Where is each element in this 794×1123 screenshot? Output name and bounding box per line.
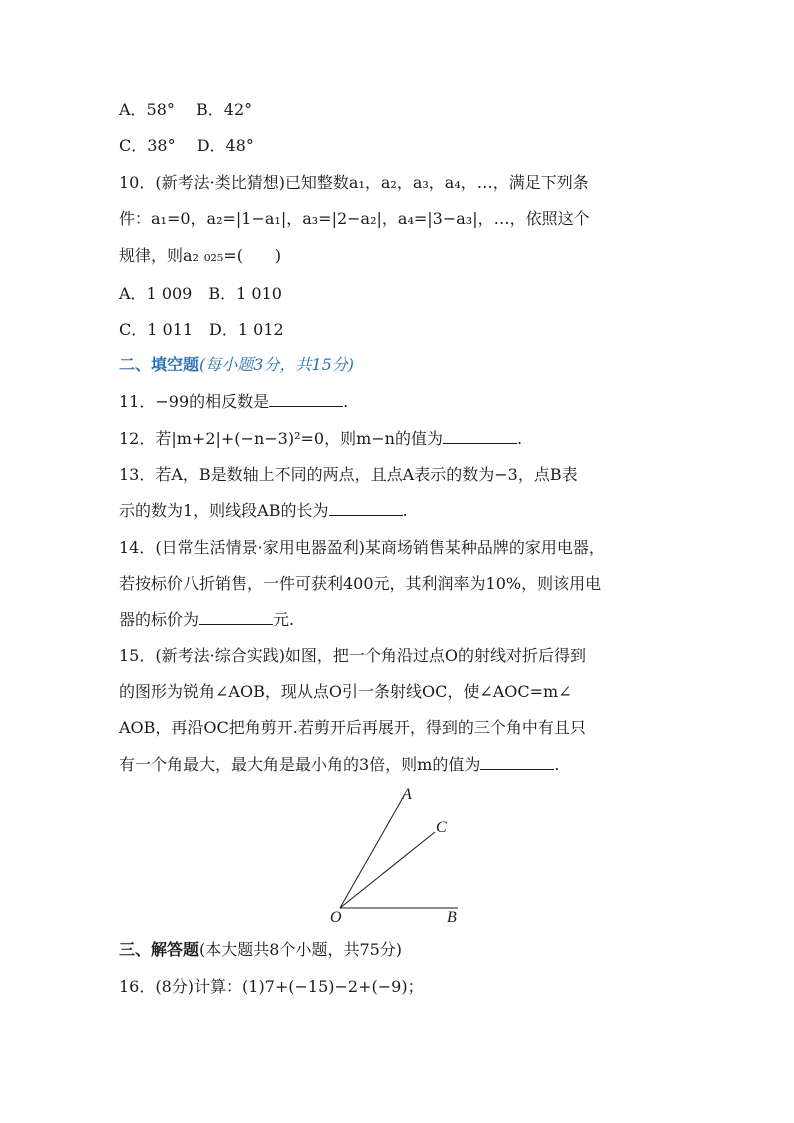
ray-oa [340,794,405,908]
section-2-note: (每小题3分，共15分) [199,355,355,374]
q11-end: . [343,392,349,411]
q10-options-ab: A．1 009 B．1 010 [119,284,282,303]
section-3-title: 三、解答题 [119,940,200,959]
q10-line-1: 10．(新考法·类比猜想)已知整数a₁，a₂，a₃，a₄，…，满足下列条 [119,173,589,192]
q13-end: . [402,501,408,520]
q10-line-2: 件：a₁=0，a₂=|1−a₁|，a₃=|2−a₂|，a₄=|3−a₃|，…，依照这个 [119,209,590,228]
q12 [119,429,522,449]
q14-line-2: 若按标价八折销售，一件可获利400元，其利润率为10%，则该用电 [119,574,602,593]
ray-oc [340,832,435,908]
q13-line-2 [119,501,408,521]
q14-answer-blank[interactable] [199,610,273,625]
q11-answer-blank[interactable] [269,392,343,407]
angle-aob-figure [326,784,466,926]
q14-text: 器的标价为 [119,610,200,629]
label-o: O [330,909,342,926]
q14-end: 元. [273,610,295,629]
q12-answer-blank[interactable] [443,429,517,444]
q11 [119,392,348,412]
q13-answer-blank[interactable] [329,501,403,516]
section-2-heading [119,355,354,375]
q15-line-3: AOB，再沿OC把角剪开.若剪开后再展开，得到的三个角中有且只 [119,718,586,737]
q15-end: . [554,755,560,774]
q9-options-ab: A．58° B．42° [119,100,253,119]
q9-options-cd: C．38° D．48° [119,136,254,155]
q13-text: 示的数为1，则线段AB的长为 [119,501,329,520]
q12-text: 12．若|m+2|+(−n−3)²=0，则m−n的值为 [119,429,443,448]
q16: 16．(8分)计算：(1)7+(−15)−2+(−9)； [119,977,424,996]
q14-line-3 [119,610,294,630]
q14-line-1: 14．(日常生活情景·家用电器盈利)某商场销售某种品牌的家用电器， [119,538,605,557]
q15-text: 有一个角最大，最大角是最小角的3倍，则m的值为 [119,755,481,774]
q10-line-3: 规律，则a₂ ₀₂₅=( ) [119,246,282,265]
q15-line-2: 的图形为锐角∠AOB，现从点O引一条射线OC，使∠AOC=m∠ [119,682,572,701]
section-2-title: 二、填空题 [119,355,200,374]
label-c: C [436,819,447,836]
section-3-note: (本大题共8个小题，共75分) [199,940,403,959]
q15-answer-blank[interactable] [480,755,554,770]
q15-line-1: 15．(新考法·综合实践)如图，把一个角沿过点O的射线对折后得到 [119,646,587,665]
q11-text: 11．−99的相反数是 [119,392,270,411]
q10-options-cd: C．1 011 D．1 012 [119,320,284,339]
q12-end: . [516,429,523,448]
q13-line-1: 13．若A，B是数轴上不同的两点，且点A表示的数为−3，点B表 [119,465,578,484]
label-a: A [402,786,412,803]
label-b: B [447,909,457,926]
section-3-heading [119,940,402,960]
q15-line-4 [119,755,559,775]
